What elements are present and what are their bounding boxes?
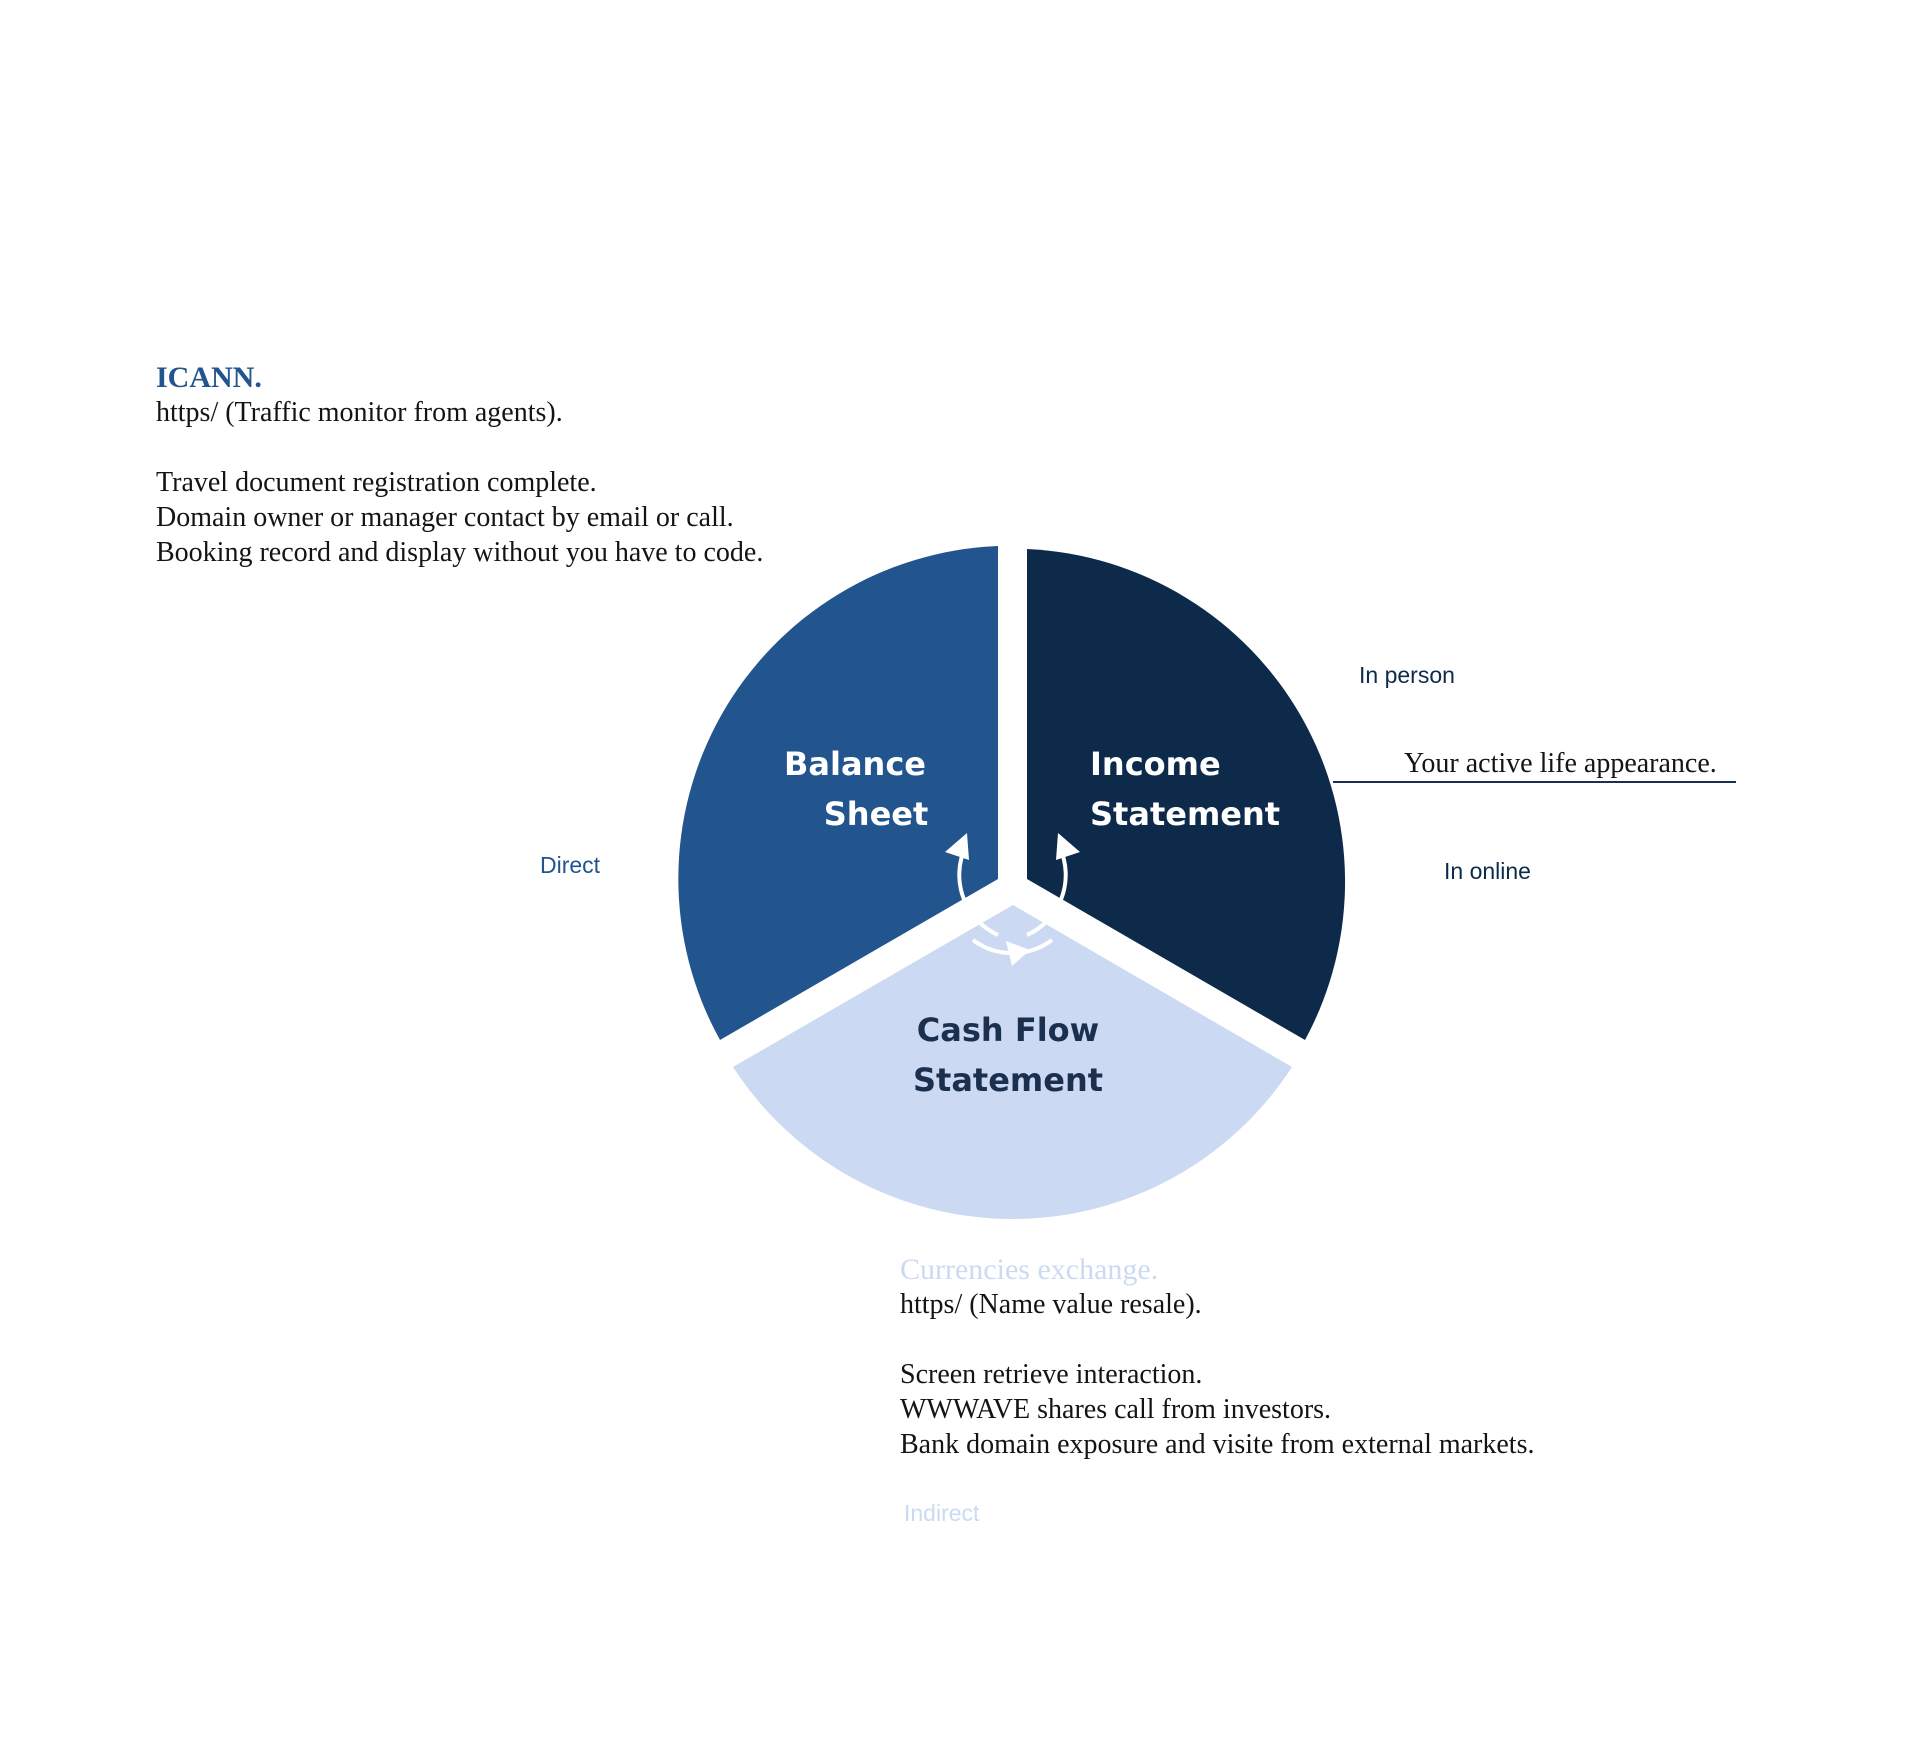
top-line-2: Domain owner or manager contact by email or call. bbox=[156, 502, 734, 533]
callout-text: Your active life appearance. bbox=[1404, 748, 1717, 779]
balance-sheet-label-line-2: Sheet bbox=[823, 795, 929, 833]
bottom-text-block bbox=[900, 1252, 1534, 1462]
top-heading: ICANN. bbox=[156, 361, 262, 394]
top-subline: https/ (Traffic monitor from agents). bbox=[156, 397, 563, 428]
top-line-1: Travel document registration complete. bbox=[156, 467, 597, 498]
label-in-online: In online bbox=[1444, 858, 1531, 884]
bottom-heading: Currencies exchange. bbox=[900, 1253, 1159, 1286]
cash-flow-label-line-1: Cash Flow bbox=[916, 1011, 1100, 1049]
balance-sheet-label-line-1: Balance bbox=[784, 745, 926, 783]
cash-flow-label-line-2: Statement bbox=[912, 1061, 1104, 1099]
bottom-line-2: WWWAVE shares call from investors. bbox=[900, 1394, 1332, 1425]
spacer bbox=[900, 1322, 1534, 1357]
bottom-line-1: Screen retrieve interaction. bbox=[900, 1359, 1203, 1390]
income-statement-label-line-1: Income bbox=[1090, 745, 1221, 783]
label-indirect: Indirect bbox=[904, 1500, 980, 1526]
label-in-person: In person bbox=[1359, 662, 1455, 688]
bottom-line-3: Bank domain exposure and visite from external markets. bbox=[900, 1429, 1535, 1460]
label-direct: Direct bbox=[540, 852, 601, 878]
bottom-subline: https/ (Name value resale). bbox=[900, 1289, 1202, 1320]
income-statement-label-line-2: Statement bbox=[1090, 795, 1281, 833]
top-line-3: Booking record and display without you have to code. bbox=[156, 537, 764, 568]
